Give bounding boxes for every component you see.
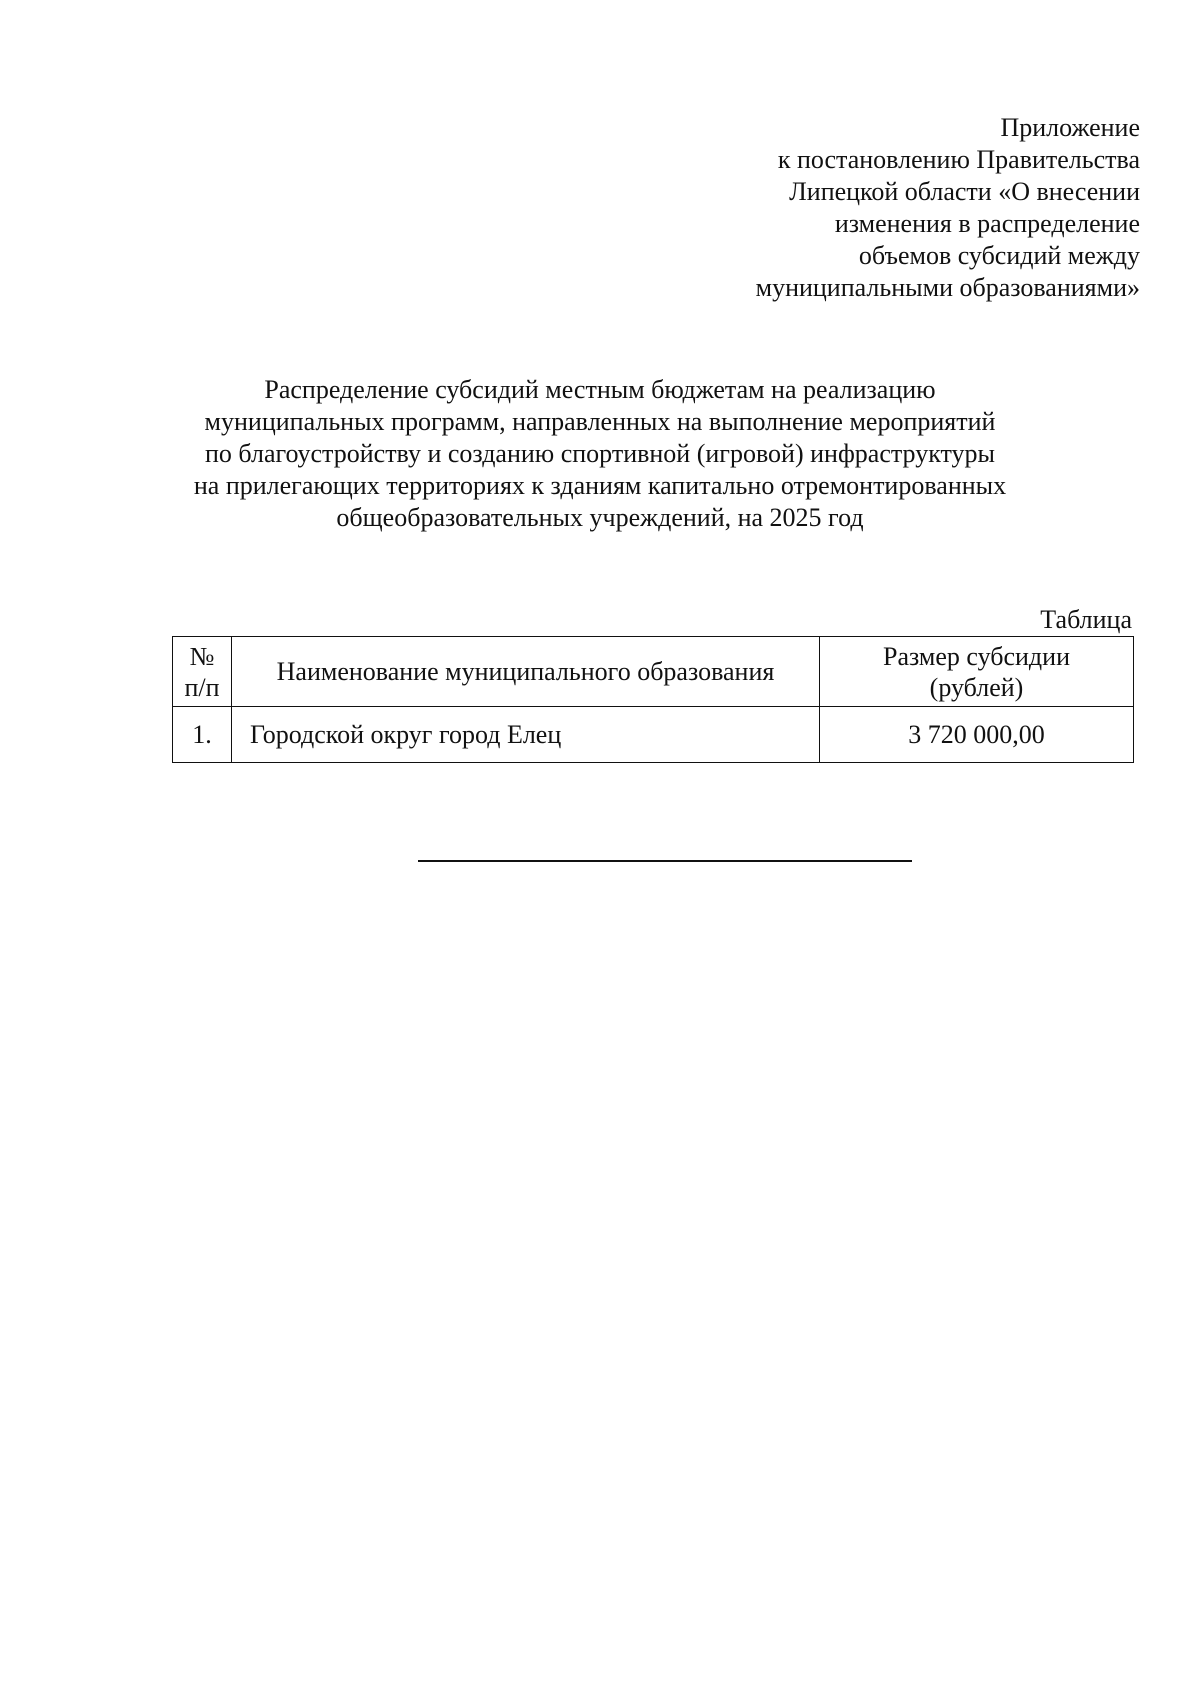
title-line: на прилегающих территориях к зданиям капитально отремонтированных: [193, 471, 1007, 500]
row-num: 1.: [173, 707, 232, 763]
header-num: [173, 637, 232, 707]
closing-rule: [418, 860, 912, 862]
appendix-line: к постановлению Правительства: [777, 145, 1140, 174]
appendix-line: муниципальными образованиями»: [755, 273, 1140, 302]
title-line: по благоустройству и созданию спортивной (игровой) инфраструктуры: [204, 439, 995, 468]
appendix-line: объемов субсидий между: [858, 241, 1140, 270]
header-amount-line: (рублей): [929, 672, 1024, 702]
title-line: муниципальных программ, направленных на выполнение мероприятий: [204, 407, 996, 436]
table-caption: Таблица: [1040, 605, 1132, 634]
appendix-block: [620, 112, 1140, 304]
appendix-line: изменения в распределение: [834, 209, 1140, 238]
title-line: общеобразовательных учреждений, на 2025 год: [336, 503, 864, 532]
header-name: Наименование муниципального образования: [232, 637, 820, 707]
header-num-line: №: [189, 641, 215, 671]
table-header-row: [173, 637, 1134, 707]
table-row: [173, 707, 1134, 763]
subsidy-table: [172, 636, 1134, 763]
row-name: Городской округ город Елец: [232, 707, 820, 763]
row-amount: 3 720 000,00: [820, 707, 1134, 763]
document-title: [0, 374, 1200, 534]
header-amount: [820, 637, 1134, 707]
header-amount-line: Размер субсидии: [883, 641, 1070, 671]
appendix-line: Липецкой области «О внесении: [789, 177, 1140, 206]
title-line: Распределение субсидий местным бюджетам на реализацию: [264, 375, 936, 404]
header-num-line: п/п: [184, 672, 220, 702]
appendix-line: Приложение: [1000, 113, 1140, 142]
